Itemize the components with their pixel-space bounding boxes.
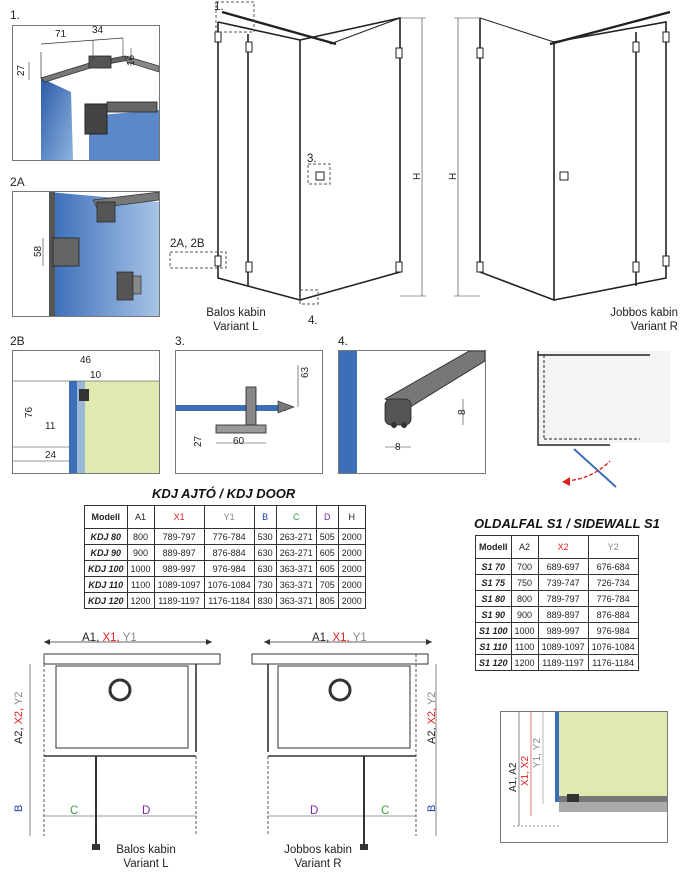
- side-table-cell: S1 90: [476, 607, 512, 623]
- door-table-cell: 363-371: [276, 577, 316, 593]
- plan-left-caption-line1: Balos kabin: [116, 844, 176, 856]
- d3-dim-60: 60: [233, 436, 245, 447]
- door-table-cell: 363-371: [276, 593, 316, 609]
- door-table-header-y1: Y1: [204, 506, 254, 529]
- side-table-cell: 776-784: [588, 591, 638, 607]
- plan-right-a2: A2,: [426, 727, 438, 744]
- door-table-header-d: D: [316, 506, 338, 529]
- door-table-header-modell: Modell: [85, 506, 128, 529]
- side-table-cell: 750: [511, 575, 538, 591]
- plan-left-d: D: [142, 805, 151, 817]
- variant-left-line1: Balos kabin: [206, 307, 266, 319]
- side-table-cell: S1 110: [476, 639, 512, 655]
- door-table-cell: 1176-1184: [204, 593, 254, 609]
- d1-dim-27: 27: [16, 64, 27, 76]
- door-table-cell: 263-271: [276, 529, 316, 545]
- d1-dim-34: 34: [92, 25, 104, 36]
- plan-right-side-dims: [426, 692, 438, 744]
- d2b-dim-24: 24: [45, 450, 57, 461]
- door-table-header-h: H: [338, 506, 365, 529]
- side-table-cell: 1200: [511, 655, 538, 671]
- table-row: [85, 561, 366, 577]
- door-table-cell: 630: [254, 545, 276, 561]
- side-table-cell: S1 75: [476, 575, 512, 591]
- door-table-cell: 605: [316, 561, 338, 577]
- door-table-cell: 1076-1084: [204, 577, 254, 593]
- table-row: [476, 655, 639, 671]
- side-table-header-x2: X2: [538, 536, 588, 559]
- d1-dim-71: 71: [55, 29, 67, 40]
- door-table-cell: 1089-1097: [154, 577, 204, 593]
- plan-right-a1: A1,: [312, 632, 330, 644]
- callout-1: 1.: [214, 1, 224, 13]
- table-row: [476, 607, 639, 623]
- door-table-cell: 2000: [338, 529, 365, 545]
- plan-left-c: C: [70, 805, 79, 817]
- plan-left-caption: [108, 843, 184, 871]
- door-table-title: KDJ AJTÓ / KDJ DOOR: [152, 486, 296, 501]
- door-table-cell: 830: [254, 593, 276, 609]
- plan-right: [240, 630, 460, 862]
- door-table-cell: 2000: [338, 577, 365, 593]
- door-table-cell: 1000: [127, 561, 154, 577]
- detail-1-label: 1.: [10, 8, 21, 22]
- door-table-cell: 2000: [338, 545, 365, 561]
- table-row: [85, 529, 366, 545]
- door-table-cell: 789-797: [154, 529, 204, 545]
- plan-left-y1: Y1: [122, 632, 137, 644]
- detail-1-drawing: [13, 26, 159, 160]
- callout-3: 3.: [307, 153, 317, 165]
- callout-4: 4.: [308, 315, 318, 327]
- plan-left-b: B: [13, 804, 25, 812]
- door-table-cell: 505: [316, 529, 338, 545]
- door-table-header-a1: A1: [127, 506, 154, 529]
- variant-left-line2: Variant L: [213, 321, 259, 333]
- side-table-cell: 689-697: [538, 559, 588, 575]
- d3-dim-63: 63: [300, 366, 311, 378]
- door-table-header-x1: X1: [154, 506, 204, 529]
- side-table-cell: 1189-1197: [538, 655, 588, 671]
- plan-right-y2: Y2: [426, 691, 438, 706]
- side-table-cell: 889-897: [538, 607, 588, 623]
- door-table-cell: 263-271: [276, 545, 316, 561]
- side-table-cell: 1176-1184: [588, 655, 638, 671]
- d2b-dim-11: 11: [45, 421, 56, 432]
- plan-left-a2: A2,: [13, 727, 25, 744]
- plan-left-a1: A1,: [82, 632, 100, 644]
- door-spec-table: [84, 505, 366, 609]
- side-table-cell: S1 120: [476, 655, 512, 671]
- height-label-right: H: [448, 172, 459, 180]
- height-label-left: H: [412, 172, 423, 180]
- side-table-cell: S1 80: [476, 591, 512, 607]
- door-table-cell: 800: [127, 529, 154, 545]
- detail-2b-label: 2B: [10, 334, 25, 348]
- door-table-cell: 1189-1197: [154, 593, 204, 609]
- side-table-cell: 676-684: [588, 559, 638, 575]
- table-row: [476, 591, 639, 607]
- d2b-dim-10: 10: [90, 370, 102, 381]
- door-table-cell: 1200: [127, 593, 154, 609]
- side-table-cell: S1 100: [476, 623, 512, 639]
- door-table-header-row: [85, 506, 366, 529]
- plan-left: [20, 630, 240, 862]
- side-table-title: OLDALFAL S1 / SIDEWALL S1: [474, 516, 660, 531]
- door-table-cell: 2000: [338, 561, 365, 577]
- side-table-header-row: [476, 536, 639, 559]
- variant-right-line1: Jobbos kabin: [610, 307, 678, 319]
- door-table-header-b: B: [254, 506, 276, 529]
- cabin-left-3d: [160, 0, 430, 330]
- table-row: [85, 593, 366, 609]
- side-table-cell: 789-797: [538, 591, 588, 607]
- variant-right-caption: [598, 306, 678, 334]
- table-row: [476, 639, 639, 655]
- plan-right-c: C: [381, 805, 390, 817]
- plan-left-caption-line2: Variant L: [123, 858, 169, 870]
- door-table-cell: 876-884: [204, 545, 254, 561]
- side-table-cell: 1089-1097: [538, 639, 588, 655]
- side-table-cell: S1 70: [476, 559, 512, 575]
- door-table-cell: 989-997: [154, 561, 204, 577]
- table-row: [85, 545, 366, 561]
- plan-right-x1: X1,: [332, 632, 350, 644]
- door-table-cell: 976-984: [204, 561, 254, 577]
- door-table-cell: KDJ 100: [85, 561, 128, 577]
- d2b-dim-76: 76: [24, 406, 35, 418]
- door-swing-plan: [510, 345, 670, 495]
- plan-right-top-dims: [312, 631, 367, 645]
- table-row: [476, 559, 639, 575]
- d3-dim-27: 27: [193, 435, 204, 447]
- table-row: [476, 623, 639, 639]
- plan-right-d: D: [310, 805, 319, 817]
- door-table-cell: KDJ 110: [85, 577, 128, 593]
- side-table-cell: 900: [511, 607, 538, 623]
- detail-2a-label: 2A: [10, 175, 25, 189]
- corner-dim-x: X1, X2: [520, 755, 531, 786]
- door-table-cell: KDJ 120: [85, 593, 128, 609]
- d2b-dim-46: 46: [80, 355, 92, 366]
- d2a-dim-58: 58: [33, 245, 44, 257]
- door-table-cell: 889-897: [154, 545, 204, 561]
- variant-right-line2: Variant R: [630, 321, 678, 333]
- door-table-cell: 1100: [127, 577, 154, 593]
- side-table-cell: 1076-1084: [588, 639, 638, 655]
- door-table-header-c: C: [276, 506, 316, 529]
- corner-dim-a: A1, A2: [508, 762, 519, 792]
- table-row: [85, 577, 366, 593]
- plan-right-caption: [278, 843, 358, 871]
- d4-dim-8-width: 8: [395, 442, 401, 453]
- corner-dim-y: Y1, Y2: [532, 738, 543, 768]
- side-table-header-y2: Y2: [588, 536, 638, 559]
- plan-right-b: B: [426, 804, 438, 812]
- side-table-cell: 1000: [511, 623, 538, 639]
- detail-3-label: 3.: [175, 334, 186, 348]
- door-table-cell: 363-371: [276, 561, 316, 577]
- plan-left-x1: X1,: [102, 632, 120, 644]
- side-table-cell: 800: [511, 591, 538, 607]
- door-table-cell: 2000: [338, 593, 365, 609]
- door-table-cell: KDJ 80: [85, 529, 128, 545]
- detail-1-image: [12, 25, 160, 161]
- plan-left-side-dims: [13, 692, 25, 744]
- detail-4-label: 4.: [338, 334, 349, 348]
- plan-right-x2: X2,: [426, 707, 438, 725]
- d1-dim-16: 16: [126, 54, 137, 66]
- side-table-cell: 726-734: [588, 575, 638, 591]
- side-table-cell: 739-747: [538, 575, 588, 591]
- side-table-cell: 700: [511, 559, 538, 575]
- plan-right-caption-line2: Variant R: [294, 858, 342, 870]
- door-table-cell: 630: [254, 561, 276, 577]
- plan-right-caption-line1: Jobbos kabin: [284, 844, 352, 856]
- plan-right-y1: Y1: [352, 632, 367, 644]
- door-table-cell: 705: [316, 577, 338, 593]
- door-table-cell: 730: [254, 577, 276, 593]
- door-table-cell: KDJ 90: [85, 545, 128, 561]
- door-table-cell: 900: [127, 545, 154, 561]
- side-table-cell: 1100: [511, 639, 538, 655]
- variant-left-caption: [196, 306, 276, 334]
- side-table-cell: 989-997: [538, 623, 588, 639]
- plan-left-top-dims: [82, 631, 137, 645]
- side-table-header-a2: A2: [511, 536, 538, 559]
- cabin-right-3d: [440, 0, 684, 330]
- d4-dim-8-height: 8: [457, 409, 468, 415]
- door-table-cell: 530: [254, 529, 276, 545]
- plan-left-y2: Y2: [13, 691, 25, 706]
- door-table-cell: 805: [316, 593, 338, 609]
- callout-2a-2b: 2A, 2B: [170, 238, 205, 250]
- table-row: [476, 575, 639, 591]
- side-table-cell: 876-884: [588, 607, 638, 623]
- side-table-header-modell: Modell: [476, 536, 512, 559]
- plan-left-x2: X2,: [13, 707, 25, 725]
- door-table-cell: 776-784: [204, 529, 254, 545]
- sidewall-spec-table: [475, 535, 639, 671]
- door-table-cell: 605: [316, 545, 338, 561]
- side-table-cell: 976-984: [588, 623, 638, 639]
